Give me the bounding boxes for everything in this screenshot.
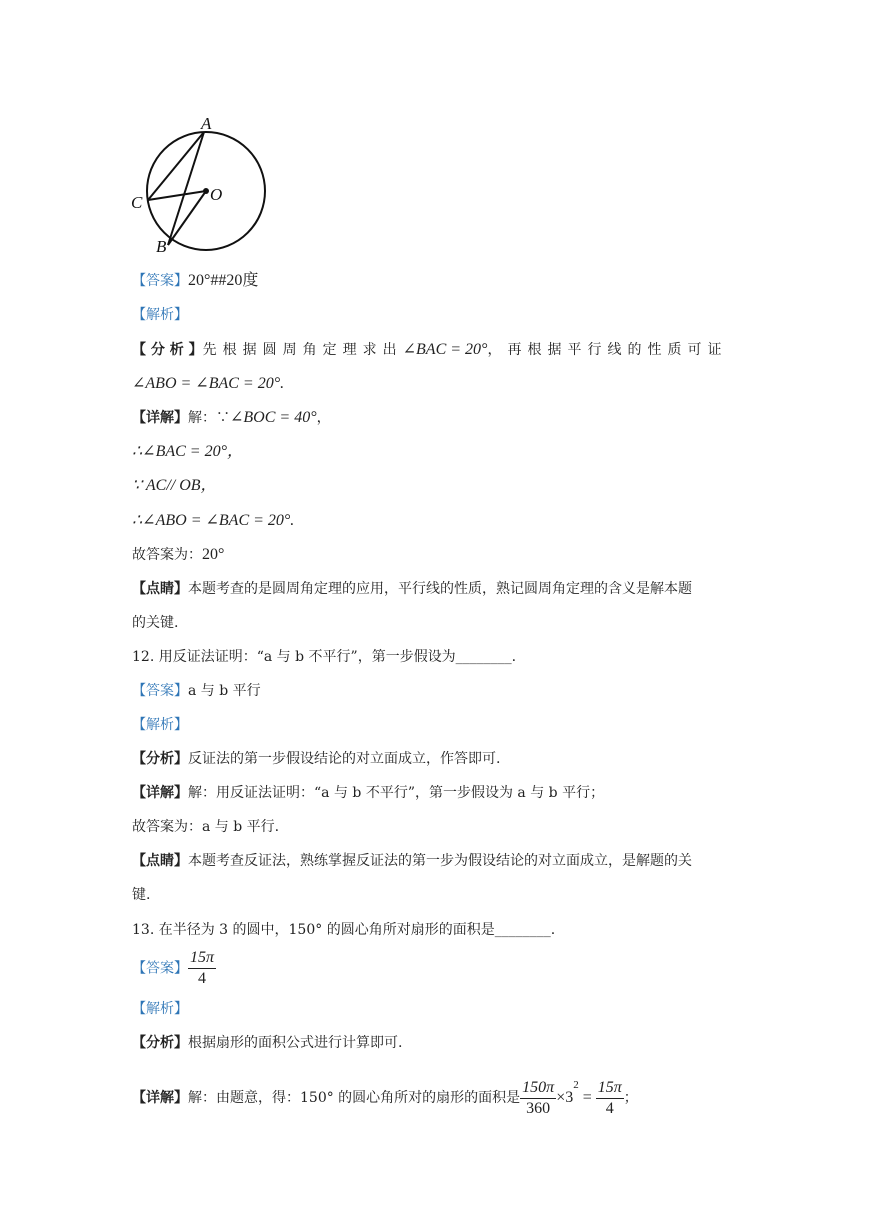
q11-detail-tail: ， — [316, 410, 331, 426]
q13-analysis-line — [132, 1033, 402, 1053]
chord-ac — [148, 132, 204, 200]
q11-detail-line — [132, 408, 331, 428]
answer-tag: 【答案】 — [132, 273, 188, 289]
circle-figure — [128, 112, 273, 257]
label-o: O — [210, 185, 223, 204]
q13-equals: = — [578, 1089, 596, 1106]
q13-fraction-2 — [596, 1078, 624, 1119]
q12-analysis: 反证法的第一步假设结论的对立面成立，作答即可. — [188, 751, 501, 767]
q13-tail: ； — [623, 1090, 638, 1106]
q13-detail-line — [132, 1075, 638, 1119]
chord-ab — [168, 132, 204, 245]
comment-tag: 【点睛】 — [132, 853, 188, 869]
q12-detail: 解：用反证法证明：“a 与 b 不平行”，第一步假设为 a 与 b 平行； — [188, 785, 605, 801]
label-a: A — [201, 114, 212, 133]
answer-tag: 【答案】 — [132, 683, 188, 699]
q11-analysis-math: ∠BAC = 20° — [402, 341, 488, 358]
q12-detail-line — [132, 783, 604, 803]
q11-answer: 20°##20度 — [188, 272, 259, 289]
analysis-tag: 【 分 析 】 — [132, 342, 203, 358]
center-point — [203, 188, 209, 194]
q13-exponent: 2 — [573, 1079, 579, 1091]
label-c: C — [131, 193, 143, 212]
q11-jiexi: 【解析】 — [132, 307, 188, 323]
q11-step2: ∵ AC// OB， — [132, 477, 217, 494]
fraction-numerator: 150π — [520, 1078, 556, 1099]
q13-question: 13. 在半径为 3 的圆中，150° 的圆心角所对扇形的面积是________. — [132, 922, 556, 938]
q12-comment-line2: 键. — [132, 887, 151, 903]
q12-analysis-line — [132, 749, 500, 769]
comment-tag: 【点睛】 — [132, 581, 188, 597]
q12-final: 故答案为：a 与 b 平行. — [132, 819, 280, 835]
q12-jiexi: 【解析】 — [132, 717, 188, 733]
segment-bo — [168, 191, 206, 245]
q13-answer-line — [132, 948, 216, 989]
fraction-denominator: 4 — [198, 970, 206, 987]
q12-answer: a 与 b 平行 — [188, 683, 261, 699]
analysis-tag: 【分析】 — [132, 1035, 188, 1051]
detail-tag: 【详解】 — [132, 410, 188, 426]
fraction-numerator: 15π — [188, 948, 216, 969]
segment-co — [148, 191, 206, 200]
q11-detail-text: 解：∵ — [188, 410, 230, 426]
fraction-denominator: 360 — [526, 1099, 551, 1117]
answer-tag: 【答案】 — [132, 960, 188, 977]
q13-detail-text: 解：由题意，得：150° 的圆心角所对的扇形的面积是 — [188, 1090, 521, 1106]
detail-tag: 【详解】 — [132, 1090, 188, 1106]
q11-analysis-text2: ，再根据平行线的性质可证 — [487, 342, 728, 358]
q11-comment-line2: 的关键. — [132, 615, 179, 631]
label-b: B — [156, 237, 167, 256]
fraction-denominator: 4 — [605, 1099, 614, 1117]
q11-step1: ∴∠BAC = 20°， — [132, 443, 244, 460]
q11-step3: ∴∠ABO = ∠BAC = 20°. — [132, 512, 295, 529]
detail-tag: 【详解】 — [132, 785, 188, 801]
q12-answer-line — [132, 681, 261, 701]
q11-final-text: 故答案为： — [132, 547, 202, 563]
q11-comment-line1 — [132, 579, 692, 599]
q11-detail-math: ∠BOC = 40° — [230, 409, 317, 426]
q13-fraction-1 — [520, 1078, 556, 1119]
q13-answer-fraction — [188, 948, 216, 989]
q13-analysis: 根据扇形的面积公式进行计算即可. — [188, 1035, 403, 1051]
q11-final-math: 20° — [202, 546, 225, 563]
fraction-numerator: 15π — [596, 1078, 624, 1099]
q12-comment-line1 — [132, 851, 692, 871]
q11-analysis-text1: 先根据圆周角定理求出 — [202, 342, 403, 358]
q13-jiexi: 【解析】 — [132, 1001, 188, 1017]
q13-times: ×3 — [556, 1089, 574, 1106]
q11-comment-text: 本题考查的是圆周角定理的应用，平行线的性质，熟记圆周角定理的含义是解本题 — [188, 581, 692, 597]
q12-question: 12. 用反证法证明：“a 与 b 不平行”，第一步假设为________. — [132, 649, 517, 665]
analysis-tag: 【分析】 — [132, 751, 188, 767]
q11-final-line — [132, 545, 224, 565]
q11-analysis-line2: ∠ABO = ∠BAC = 20°. — [132, 375, 285, 392]
q12-comment-text: 本题考查反证法，熟练掌握反证法的第一步为假设结论的对立面成立，是解题的关 — [188, 853, 692, 869]
q11-analysis-line — [132, 340, 727, 360]
q11-answer-line — [132, 271, 258, 291]
